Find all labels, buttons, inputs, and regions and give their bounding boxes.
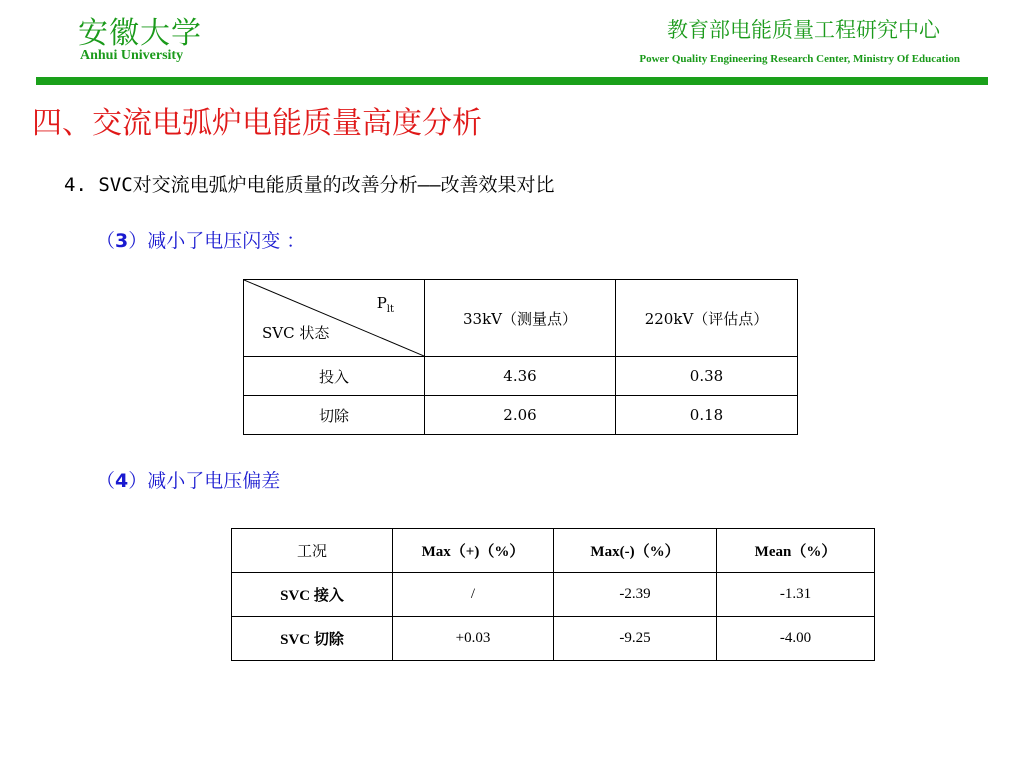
item-3-number: 3	[115, 230, 129, 252]
table-row	[232, 617, 875, 661]
header-220kv: 220kV（评估点）	[616, 280, 798, 357]
row-label: SVC 接入	[232, 573, 393, 617]
cell-value: -4.00	[717, 617, 875, 661]
table-header-row	[244, 280, 798, 357]
plt-sub: lt	[386, 304, 394, 315]
row-label: 投入	[244, 357, 425, 396]
row-label: SVC 切除	[232, 617, 393, 661]
cell-value: /	[393, 573, 554, 617]
header-divider	[36, 77, 988, 85]
header-mean: Mean（%）	[717, 529, 875, 573]
item-4-number: 4	[115, 470, 129, 492]
research-center-en: Power Quality Engineering Research Center, Ministry Of Education	[639, 53, 960, 65]
research-center-cn: 教育部电能质量工程研究中心	[667, 18, 940, 42]
cell-value: -1.31	[717, 573, 875, 617]
cell-value: 0.38	[616, 357, 798, 396]
table-row	[244, 357, 798, 396]
header-max-minus: Max(-)（%）	[554, 529, 717, 573]
table-row	[232, 573, 875, 617]
header-condition: 工况	[232, 529, 393, 573]
item-4-heading	[96, 466, 280, 493]
item-4-text: ）减小了电压偏差	[128, 470, 281, 492]
plt-label	[377, 294, 394, 315]
diagonal-line	[244, 280, 424, 356]
item-4-prefix: （	[96, 470, 116, 492]
svc-state-label: SVC 状态	[262, 324, 330, 342]
cell-value: +0.03	[393, 617, 554, 661]
table-header-row	[232, 529, 875, 573]
header-33kv: 33kV（测量点）	[425, 280, 616, 357]
cell-value: -9.25	[554, 617, 717, 661]
voltage-deviation-table	[231, 528, 875, 661]
flicker-table	[243, 279, 798, 435]
university-name-cn: 安徽大学	[78, 16, 202, 51]
plt-main: P	[376, 294, 387, 312]
item-3-heading	[96, 226, 305, 253]
header-max-plus: Max（+)（%）	[393, 529, 554, 573]
subtitle: 4. SVC对交流电弧炉电能质量的改善分析——改善效果对比	[64, 174, 555, 196]
section-title: 四、交流电弧炉电能质量高度分析	[32, 106, 482, 141]
university-name-en: Anhui University	[80, 48, 184, 63]
item-3-text: ）减小了电压闪变 ：	[128, 230, 306, 252]
table-row	[244, 396, 798, 435]
diagonal-header-cell	[244, 280, 425, 357]
cell-value: 0.18	[616, 396, 798, 435]
cell-value: 4.36	[425, 357, 616, 396]
row-label: 切除	[244, 396, 425, 435]
cell-value: -2.39	[554, 573, 717, 617]
item-3-prefix: （	[96, 230, 116, 252]
cell-value: 2.06	[425, 396, 616, 435]
